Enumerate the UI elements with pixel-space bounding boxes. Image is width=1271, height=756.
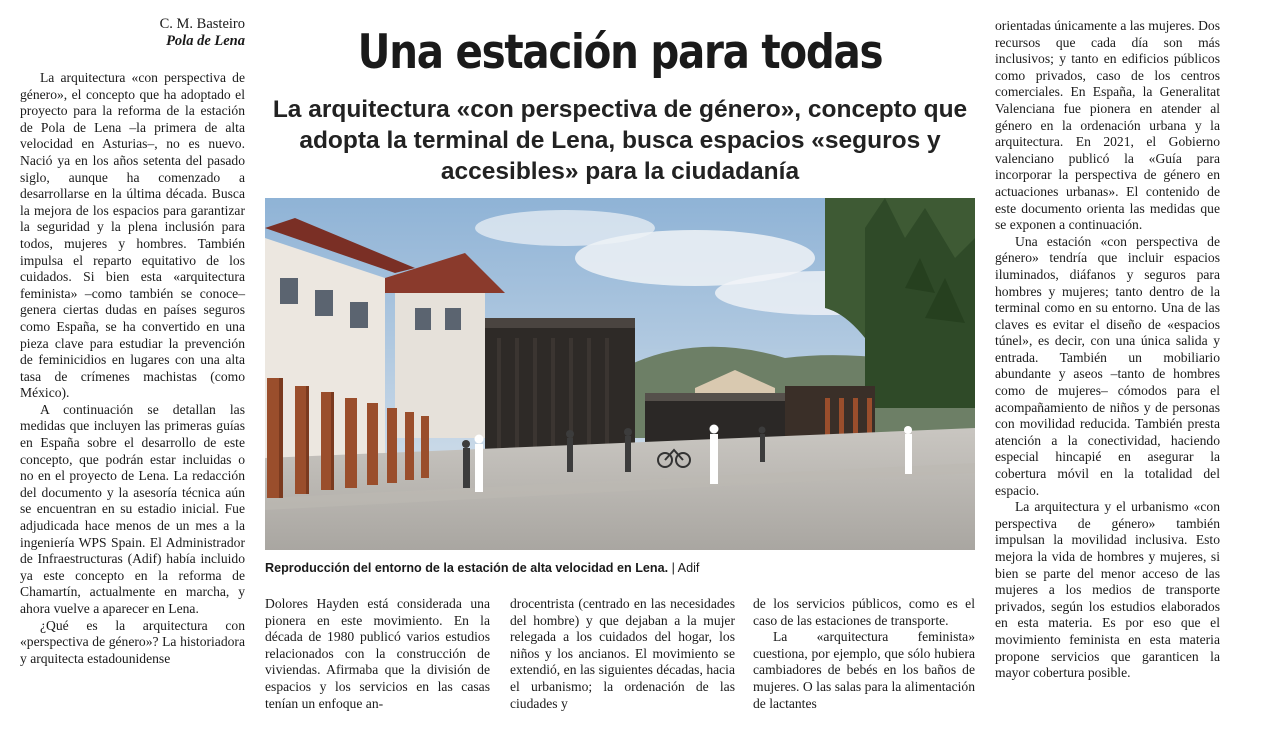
paragraph: orientadas únicamente a las mujeres. Dos recursos que cada día son más inclusivos; y tanto en edificios públicos como privados, caso de los centros comerciales. En España, la Generalitat Valenciana fue pionera en atender al género en la ordenación urbana y la arquitectura. En 2021, el Gobierno valenciano publicó la «Guía para incorporar la perspectiva de género en actuaciones urbanas». El contenido de este documento orienta las medidas que se exponen a continuación. bbox=[995, 18, 1220, 233]
paragraph: Una estación «con perspectiva de género» tendría que incluir espacios iluminados, diáfanos y seguros para hombres y mujeres; tanto dentro de la terminal como en su entorno. Una de las claves es evitar el diseño de «espacios túnel», es decir, con una única salida y entrada. También un mobiliario abundante y aseos –tanto de hombres como de mujeres– cómodos para el acompañamiento de niños y de personas con movilidad reducida. También presta atención a la conectividad, haciendo especial hincapié en asegurar la cobertura móvil en la totalidad del espacio. bbox=[995, 233, 1220, 498]
paragraph: La arquitectura «con perspectiva de género», el concepto que ha adoptado el proyecto para la reforma de la estación de Pola de Lena –la primera de alta velocidad en Asturias–, no es nuevo. Nació ya en los años setenta del pasado siglo, aunque ha comenzado a desarrollarse en la última década. Busca la mejora de los espacios para garantizar la seguridad y la plena inclusión para todos, mujeres y hombres. También impulsa el reparto equitativo de los cuidados. Si bien esta «arquitectura feminista» –como también se conoce– genera ciertas dudas en países seguros como España, se ha convertido en una pieza clave para estudiar la prevención de feminicidios en lugares con una alta tasa de crímenes machistas (como México). bbox=[20, 70, 245, 401]
station-rendering-illustration bbox=[265, 198, 975, 550]
station-rendering-photo bbox=[265, 198, 975, 550]
paragraph: La arquitectura y el urbanismo «con perspectiva de género» también impulsan la movilidad inclusiva. Esto mejora la vida de hombres y mujeres, si bien se parte del menor acceso de las mujeres a los medios de transporte privados, según los estudios elaborados en esta materia. Es por eso que el movimiento feminista en esta materia propone servicios que garanticen la mayor cobertura posible. bbox=[995, 499, 1220, 681]
byline bbox=[20, 16, 245, 50]
photo-caption bbox=[265, 561, 975, 575]
caption-credit: | Adif bbox=[671, 561, 700, 575]
article-column-bottom-1 bbox=[265, 596, 490, 712]
paragraph: La «arquitectura feminista» cuestiona, por ejemplo, que sólo hubiera cambiadores de bebés en los baños de mujeres. O las salas para la alimentación de lactantes bbox=[753, 629, 975, 711]
paragraph: A continuación se detallan las medidas que incluyen las primeras guías en España sobre el desarrollo de este concepto, que podrán estar incluidas o no en el proyecto de Lena. La redacción del documento y la asesoría técnica aún se encuentran en su estadio inicial. Fue adjudicada hace menos de un mes a la ingeniería WPS Spain. El Administrador de Infraestructuras (Adif) había incluido ya este concepto en la reforma de Chamartín, actualmente en marcha, y ahora vuelve a aparecer en Lena. bbox=[20, 401, 245, 616]
byline-place: Pola de Lena bbox=[166, 33, 245, 49]
paragraph: de los servicios públicos, como es el caso de las estaciones de transporte. bbox=[753, 596, 975, 628]
paragraph: Dolores Hayden está considerada una pionera en este movimiento. En la década de 1980 publicó varios estudios relacionados con la construcción de viviendas. Afirmaba que la división de espacios y los servicios en las casas tenían un enfoque an- bbox=[265, 596, 490, 711]
byline-author: C. M. Basteiro bbox=[159, 16, 245, 32]
article-column-right bbox=[995, 18, 1220, 682]
caption-text: Reproducción del entorno de la estación de alta velocidad en Lena. bbox=[265, 561, 669, 575]
article-column-left bbox=[20, 70, 245, 667]
paragraph: drocentrista (centrado en las necesidades del hombre) y que dejaban a la mujer relegada a los cuidados del hogar, los niños y los ancianos. El movimiento se extendió, en las siguientes décadas, hacia el urbanismo; la ordenación de las ciudades y bbox=[510, 596, 735, 711]
subheadline: La arquitectura «con perspectiva de género», concepto que adopta la terminal de Lena, busca espacios «seguros y accesibles» para la ciudadanía bbox=[272, 96, 968, 185]
article-column-bottom-2 bbox=[510, 596, 735, 712]
paragraph: ¿Qué es la arquitectura con «perspectiva de género»? La historiadora y arquitecta estadounidense bbox=[20, 617, 245, 666]
article-column-bottom-3 bbox=[753, 596, 975, 712]
headline: Una estación para todas bbox=[357, 25, 883, 80]
